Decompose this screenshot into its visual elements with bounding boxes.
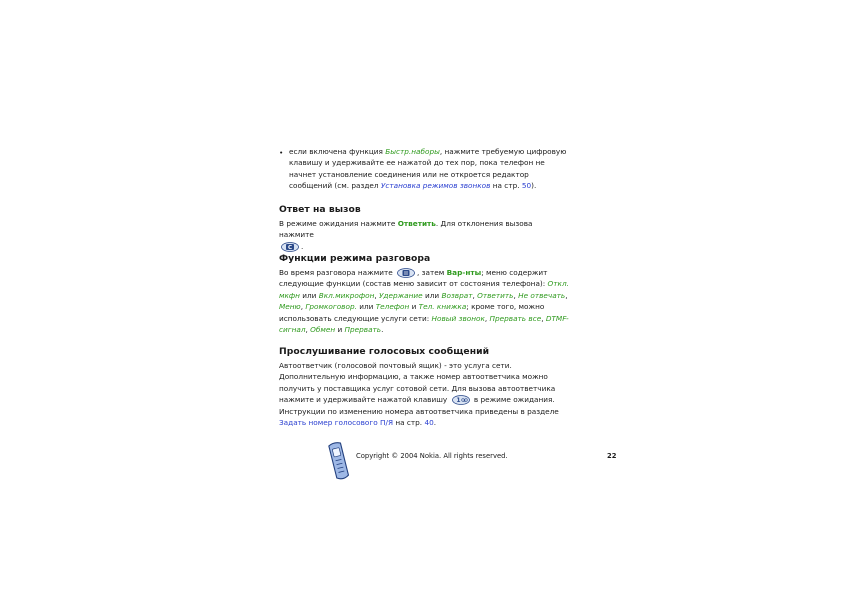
menu-term-new-call: Новый звонок: [431, 313, 485, 323]
voicemail-heading: Прослушивание голосовых сообщений: [279, 346, 490, 357]
voicemail-paragraph: Автоответчик (голосовой почтовый ящик) - это услуга сети. Дополнительную информацию, а также номер автоответчика можно получить у поставщика услуг сотовой сети. Для вызова автоответчика нажмите и удерживайте нажатой клавишу 1 в режиме ожидания. Инструкции по изменению номера автоответчика приведены в разделе Задать номер голосового П/Я на стр. 40.: [279, 361, 559, 428]
menu-term-options: Вар-нты: [446, 268, 482, 277]
link-page-40[interactable]: 40: [424, 418, 434, 428]
speed-dial-paragraph: если включена функция Быстр.наборы, нажмите требуемую цифровую клавишу и удерживайте ее нажатой до тех пор, пока телефон не начнет установление соединения или не откроется редактор сообщений (см. раздел Установка режимов звонков на стр. 50).: [289, 147, 567, 191]
link-ring-settings[interactable]: Установка режимов звонков: [380, 181, 491, 191]
bullet-mark: •: [279, 148, 284, 157]
menu-key-icon: [397, 268, 415, 278]
c-key-icon: [281, 242, 299, 252]
menu-term-unhold: Возврат: [441, 290, 473, 300]
link-set-voicemail-number[interactable]: Задать номер голосового П/Я: [279, 418, 394, 428]
menu-term-end-all: Прервать все: [489, 313, 542, 323]
phone-icon: [327, 441, 351, 483]
copyright-text: Copyright © 2004 Nokia. All rights reserved.: [356, 452, 508, 460]
menu-term-dtmf: DTMF-сигнал: [279, 313, 569, 335]
menu-term-speed-dial: Быстр.наборы: [385, 147, 440, 156]
menu-term-answer-2: Ответить: [477, 290, 514, 300]
menu-term-reject: Не отвечать: [518, 290, 566, 300]
menu-term-mute: Откл. мкфн: [279, 279, 569, 300]
answer-call-heading: Ответ на вызов: [279, 204, 361, 215]
menu-term-swap: Обмен: [310, 325, 336, 335]
menu-term-answer: Ответить: [397, 219, 436, 228]
menu-term-handset: Телефон: [375, 302, 410, 312]
menu-term-phonebook: Тел. книжка: [418, 302, 467, 312]
link-page-50[interactable]: 50: [521, 181, 532, 191]
page-number: 22: [607, 452, 617, 460]
voicemail-key-icon: [452, 395, 470, 405]
answer-call-paragraph: В режиме ожидания нажмите Ответить. Для отклонения вызова нажмите C .: [279, 219, 533, 252]
menu-term-loudspeaker: Громкоговор.: [305, 302, 357, 312]
svg-text:C: C: [287, 245, 293, 252]
in-call-heading: Функции режима разговора: [279, 253, 431, 264]
svg-text:1: 1: [455, 397, 461, 405]
menu-term-menu: Меню: [279, 302, 301, 312]
in-call-paragraph: Во время разговора нажмите , затем Вар-нты; меню содержит следующие функции (состав меню зависит от состояния телефона): Откл. мкфн или Вкл.микрофон, Удержание или Возврат, Ответить, Не отвечать, Меню, Громкоговор. или Телефон и Тел. книжка; кроме того, можно использовать следующие услуги сети: Новый звонок, Прервать все, DTMF-сигнал, Обмен и Прервать.: [279, 268, 569, 335]
menu-term-unmute: Вкл.микрофон: [318, 290, 375, 300]
menu-term-hold: Удержание: [378, 290, 423, 300]
menu-term-end-call: Прервать: [344, 325, 382, 335]
